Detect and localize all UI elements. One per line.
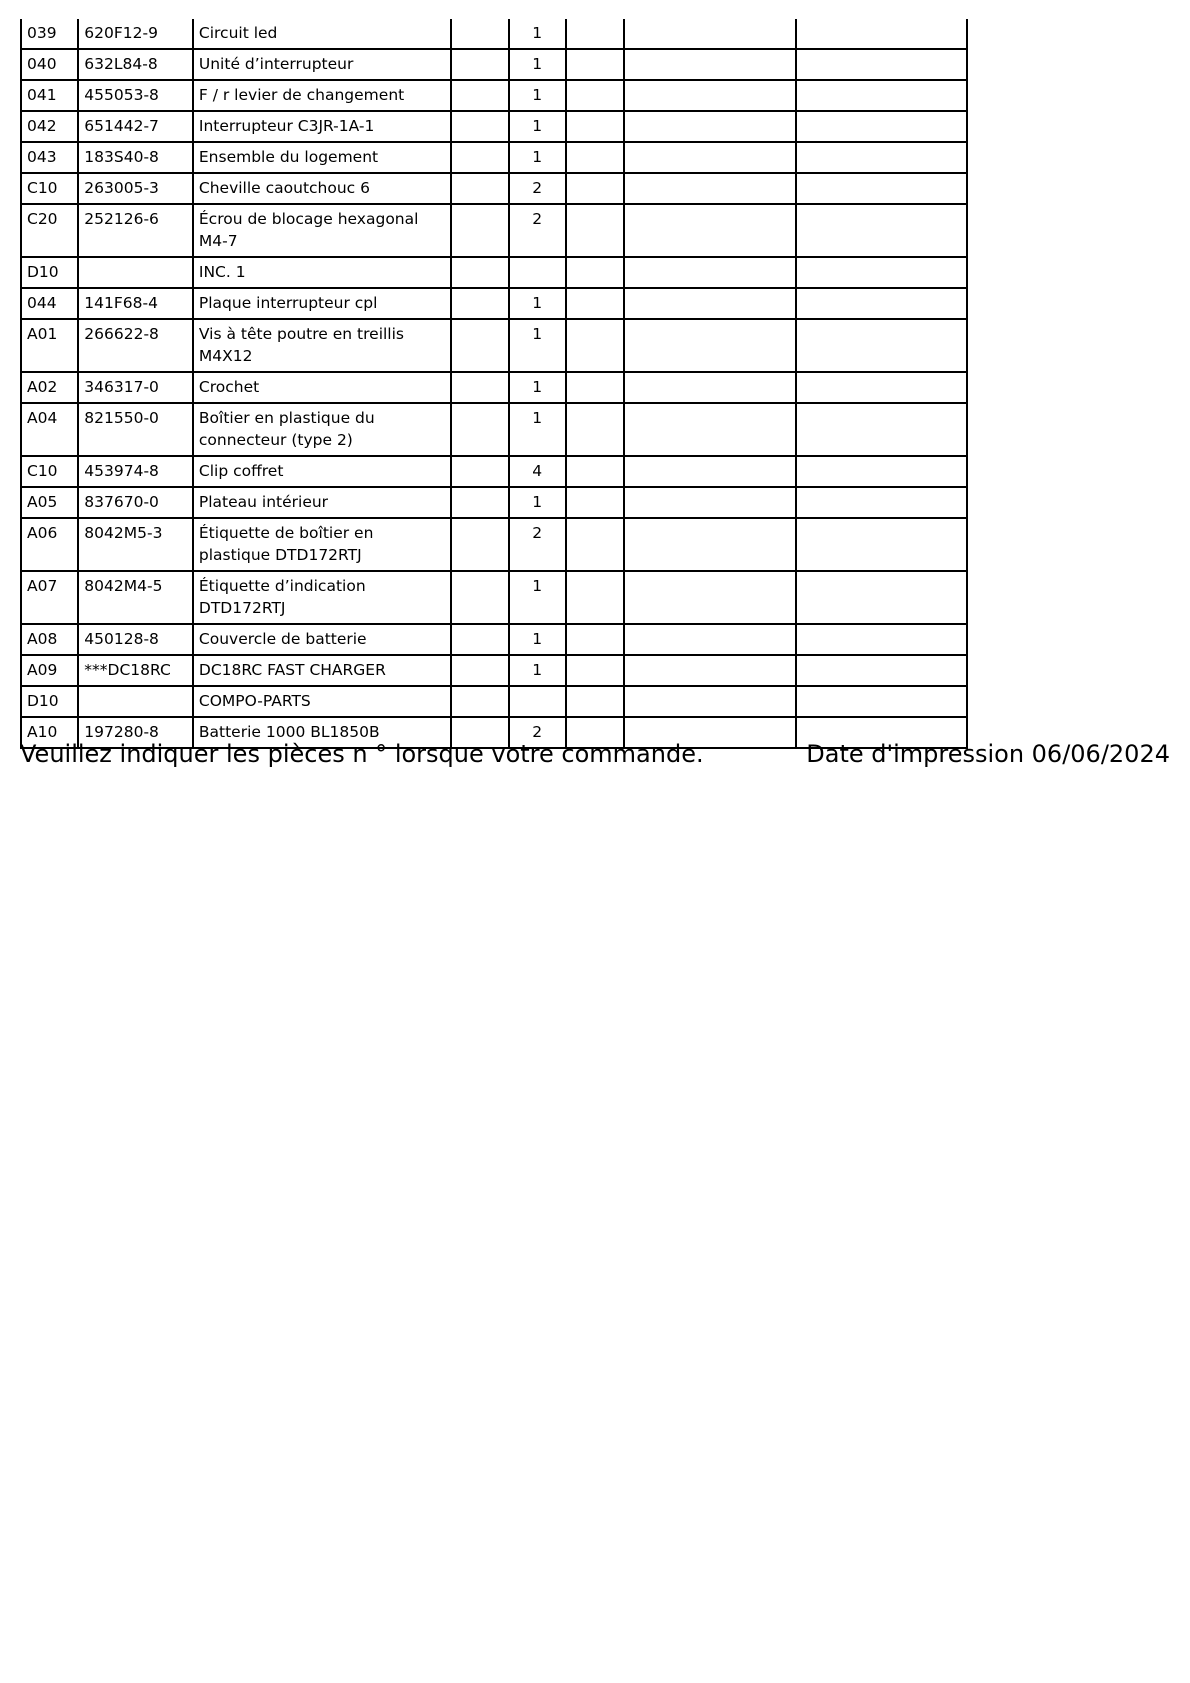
part-reference-cell: ***DC18RC bbox=[78, 655, 193, 686]
description-cell: Crochet bbox=[193, 372, 451, 403]
table-row bbox=[21, 111, 967, 142]
empty-cell bbox=[566, 257, 624, 288]
item-number-cell: 041 bbox=[21, 80, 78, 111]
table-row bbox=[21, 19, 967, 49]
empty-cell bbox=[451, 624, 508, 655]
description-cell: Plateau intérieur bbox=[193, 487, 451, 518]
part-reference-cell: 197280-8 bbox=[78, 717, 193, 748]
item-number-cell: A06 bbox=[21, 518, 78, 571]
empty-cell bbox=[566, 571, 624, 624]
table-row bbox=[21, 80, 967, 111]
item-number-cell: A01 bbox=[21, 319, 78, 372]
part-reference-cell: 8042M5-3 bbox=[78, 518, 193, 571]
quantity-cell: 2 bbox=[509, 173, 566, 204]
empty-cell bbox=[624, 456, 796, 487]
empty-cell bbox=[451, 173, 508, 204]
part-reference-cell: 651442-7 bbox=[78, 111, 193, 142]
empty-cell bbox=[566, 624, 624, 655]
empty-cell bbox=[451, 655, 508, 686]
empty-cell bbox=[566, 49, 624, 80]
empty-cell bbox=[566, 319, 624, 372]
part-reference-cell bbox=[78, 257, 193, 288]
empty-cell bbox=[796, 372, 967, 403]
description-cell: Batterie 1000 BL1850B bbox=[193, 717, 451, 748]
quantity-cell bbox=[509, 257, 566, 288]
item-number-cell: 042 bbox=[21, 111, 78, 142]
empty-cell bbox=[624, 403, 796, 456]
part-reference-cell: 453974-8 bbox=[78, 456, 193, 487]
table-row bbox=[21, 655, 967, 686]
table-row bbox=[21, 487, 967, 518]
description-cell: Étiquette de boîtier en plastique DTD172RTJ bbox=[193, 518, 451, 571]
item-number-cell: A10 bbox=[21, 717, 78, 748]
table-row bbox=[21, 571, 967, 624]
empty-cell bbox=[796, 80, 967, 111]
empty-cell bbox=[624, 111, 796, 142]
empty-cell bbox=[624, 319, 796, 372]
table-row bbox=[21, 372, 967, 403]
empty-cell bbox=[451, 403, 508, 456]
empty-cell bbox=[566, 456, 624, 487]
item-number-cell: A05 bbox=[21, 487, 78, 518]
item-number-cell: C20 bbox=[21, 204, 78, 257]
part-reference-cell: 346317-0 bbox=[78, 372, 193, 403]
empty-cell bbox=[796, 518, 967, 571]
description-cell: Interrupteur C3JR-1A-1 bbox=[193, 111, 451, 142]
item-number-cell: D10 bbox=[21, 686, 78, 717]
empty-cell bbox=[624, 518, 796, 571]
quantity-cell: 1 bbox=[509, 111, 566, 142]
part-reference-cell: 632L84-8 bbox=[78, 49, 193, 80]
empty-cell bbox=[566, 173, 624, 204]
empty-cell bbox=[624, 49, 796, 80]
item-number-cell: 043 bbox=[21, 142, 78, 173]
quantity-cell: 1 bbox=[509, 372, 566, 403]
table-row bbox=[21, 624, 967, 655]
description-cell: DC18RC FAST CHARGER bbox=[193, 655, 451, 686]
empty-cell bbox=[624, 19, 796, 49]
empty-cell bbox=[566, 372, 624, 403]
parts-table-body bbox=[21, 19, 967, 748]
empty-cell bbox=[451, 288, 508, 319]
empty-cell bbox=[451, 49, 508, 80]
table-row bbox=[21, 204, 967, 257]
quantity-cell: 1 bbox=[509, 403, 566, 456]
empty-cell bbox=[451, 372, 508, 403]
table-row bbox=[21, 288, 967, 319]
part-reference-cell: 837670-0 bbox=[78, 487, 193, 518]
quantity-cell: 1 bbox=[509, 319, 566, 372]
empty-cell bbox=[624, 571, 796, 624]
empty-cell bbox=[566, 655, 624, 686]
empty-cell bbox=[624, 80, 796, 111]
empty-cell bbox=[624, 686, 796, 717]
item-number-cell: A07 bbox=[21, 571, 78, 624]
table-row bbox=[21, 403, 967, 456]
empty-cell bbox=[451, 80, 508, 111]
empty-cell bbox=[451, 204, 508, 257]
empty-cell bbox=[796, 319, 967, 372]
quantity-cell: 4 bbox=[509, 456, 566, 487]
table-row bbox=[21, 142, 967, 173]
empty-cell bbox=[566, 686, 624, 717]
quantity-cell: 1 bbox=[509, 487, 566, 518]
empty-cell bbox=[451, 111, 508, 142]
empty-cell bbox=[566, 403, 624, 456]
table-row bbox=[21, 456, 967, 487]
quantity-cell: 1 bbox=[509, 571, 566, 624]
empty-cell bbox=[451, 319, 508, 372]
table-row bbox=[21, 49, 967, 80]
part-reference-cell: 821550-0 bbox=[78, 403, 193, 456]
empty-cell bbox=[796, 19, 967, 49]
item-number-cell: A04 bbox=[21, 403, 78, 456]
quantity-cell bbox=[509, 686, 566, 717]
empty-cell bbox=[451, 19, 508, 49]
table-row bbox=[21, 686, 967, 717]
empty-cell bbox=[624, 257, 796, 288]
description-cell: Ensemble du logement bbox=[193, 142, 451, 173]
description-cell: Cheville caoutchouc 6 bbox=[193, 173, 451, 204]
part-reference-cell: 263005-3 bbox=[78, 173, 193, 204]
empty-cell bbox=[796, 456, 967, 487]
quantity-cell: 1 bbox=[509, 655, 566, 686]
description-cell: Plaque interrupteur cpl bbox=[193, 288, 451, 319]
empty-cell bbox=[796, 686, 967, 717]
empty-cell bbox=[566, 518, 624, 571]
table-row bbox=[21, 319, 967, 372]
empty-cell bbox=[451, 686, 508, 717]
quantity-cell: 1 bbox=[509, 142, 566, 173]
description-cell: Circuit led bbox=[193, 19, 451, 49]
item-number-cell: 040 bbox=[21, 49, 78, 80]
empty-cell bbox=[451, 571, 508, 624]
empty-cell bbox=[624, 372, 796, 403]
description-cell: Boîtier en plastique du connecteur (type 2) bbox=[193, 403, 451, 456]
part-reference-cell: 620F12-9 bbox=[78, 19, 193, 49]
part-reference-cell: 252126-6 bbox=[78, 204, 193, 257]
description-cell: COMPO-PARTS bbox=[193, 686, 451, 717]
empty-cell bbox=[624, 204, 796, 257]
empty-cell bbox=[566, 111, 624, 142]
item-number-cell: A02 bbox=[21, 372, 78, 403]
empty-cell bbox=[796, 142, 967, 173]
part-reference-cell: 141F68-4 bbox=[78, 288, 193, 319]
print-date: Date d'impression 06/06/2024 bbox=[806, 740, 1170, 768]
empty-cell bbox=[566, 80, 624, 111]
item-number-cell: C10 bbox=[21, 456, 78, 487]
part-reference-cell: 8042M4-5 bbox=[78, 571, 193, 624]
empty-cell bbox=[451, 518, 508, 571]
parts-table bbox=[20, 19, 968, 749]
empty-cell bbox=[624, 142, 796, 173]
order-instruction-note: Veuillez indiquer les pièces n ° lorsque votre commande. bbox=[20, 740, 704, 768]
empty-cell bbox=[796, 111, 967, 142]
quantity-cell: 2 bbox=[509, 518, 566, 571]
description-cell: Écrou de blocage hexagonal M4-7 bbox=[193, 204, 451, 257]
description-cell: Couvercle de batterie bbox=[193, 624, 451, 655]
table-row bbox=[21, 518, 967, 571]
part-reference-cell: 455053-8 bbox=[78, 80, 193, 111]
item-number-cell: C10 bbox=[21, 173, 78, 204]
description-cell: F / r levier de changement bbox=[193, 80, 451, 111]
empty-cell bbox=[451, 142, 508, 173]
part-reference-cell: 450128-8 bbox=[78, 624, 193, 655]
description-cell: Vis à tête poutre en treillis M4X12 bbox=[193, 319, 451, 372]
empty-cell bbox=[566, 19, 624, 49]
empty-cell bbox=[566, 487, 624, 518]
empty-cell bbox=[624, 173, 796, 204]
quantity-cell: 1 bbox=[509, 288, 566, 319]
quantity-cell: 1 bbox=[509, 80, 566, 111]
empty-cell bbox=[451, 456, 508, 487]
description-cell: Unité d’interrupteur bbox=[193, 49, 451, 80]
item-number-cell: 039 bbox=[21, 19, 78, 49]
part-reference-cell: 266622-8 bbox=[78, 319, 193, 372]
empty-cell bbox=[624, 487, 796, 518]
item-number-cell: A08 bbox=[21, 624, 78, 655]
quantity-cell: 1 bbox=[509, 624, 566, 655]
quantity-cell: 2 bbox=[509, 204, 566, 257]
item-number-cell: D10 bbox=[21, 257, 78, 288]
table-row bbox=[21, 173, 967, 204]
quantity-cell: 1 bbox=[509, 49, 566, 80]
empty-cell bbox=[624, 624, 796, 655]
empty-cell bbox=[796, 403, 967, 456]
empty-cell bbox=[624, 288, 796, 319]
empty-cell bbox=[796, 571, 967, 624]
quantity-cell: 1 bbox=[509, 19, 566, 49]
part-reference-cell: 183S40-8 bbox=[78, 142, 193, 173]
description-cell: INC. 1 bbox=[193, 257, 451, 288]
empty-cell bbox=[566, 288, 624, 319]
part-reference-cell bbox=[78, 686, 193, 717]
description-cell: Clip coffret bbox=[193, 456, 451, 487]
quantity-cell: 2 bbox=[509, 717, 566, 748]
empty-cell bbox=[566, 204, 624, 257]
empty-cell bbox=[796, 487, 967, 518]
empty-cell bbox=[796, 624, 967, 655]
item-number-cell: A09 bbox=[21, 655, 78, 686]
empty-cell bbox=[796, 204, 967, 257]
empty-cell bbox=[796, 173, 967, 204]
item-number-cell: 044 bbox=[21, 288, 78, 319]
empty-cell bbox=[566, 142, 624, 173]
empty-cell bbox=[796, 49, 967, 80]
table-row bbox=[21, 257, 967, 288]
empty-cell bbox=[451, 487, 508, 518]
empty-cell bbox=[796, 288, 967, 319]
description-cell: Étiquette d’indication DTD172RTJ bbox=[193, 571, 451, 624]
empty-cell bbox=[624, 655, 796, 686]
empty-cell bbox=[796, 655, 967, 686]
empty-cell bbox=[796, 257, 967, 288]
empty-cell bbox=[451, 257, 508, 288]
